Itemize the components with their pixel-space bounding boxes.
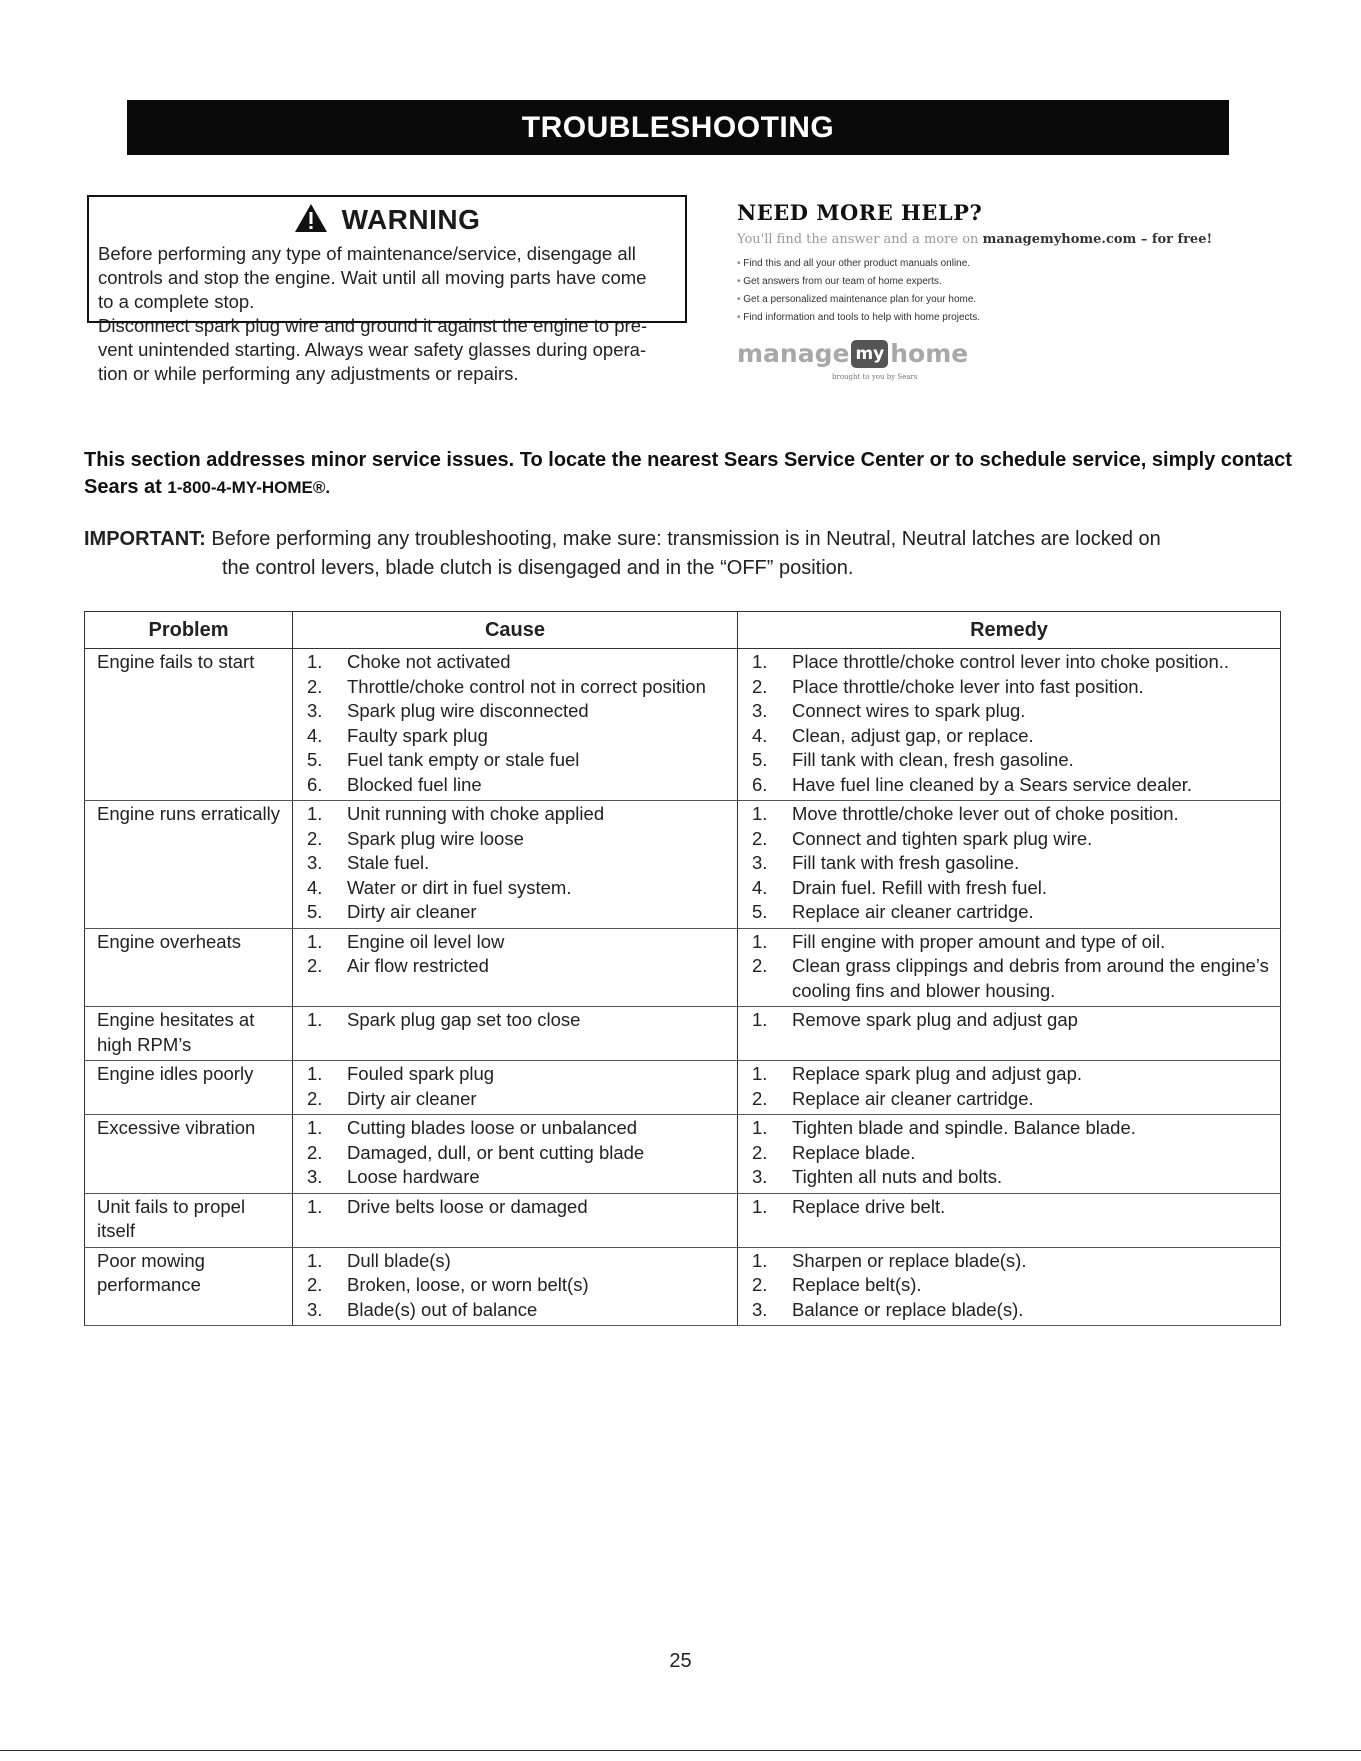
item-text: Clean, adjust gap, or replace. (792, 724, 1034, 746)
help-item: • Get a personalized maintenance plan for your home. (737, 291, 1297, 309)
cause-item (305, 1195, 729, 1220)
item-number: 2. (307, 675, 323, 697)
cause-item (305, 1062, 729, 1087)
header-cause: Cause (293, 612, 738, 649)
managemyhome-logo (737, 339, 1297, 368)
cause-cell (293, 1193, 738, 1247)
remedy-item (750, 650, 1272, 675)
item-number: 1. (752, 1009, 768, 1030)
cause-item (305, 675, 729, 700)
table-row (85, 1247, 1281, 1326)
logo-text-right: home (890, 339, 969, 368)
item-text: Connect and tighten spark plug wire. (792, 827, 1093, 849)
remedy-list (750, 930, 1272, 1004)
item-text: Dirty air cleaner (347, 1087, 477, 1109)
help-item: • Find this and all your other product manuals online. (737, 255, 1297, 273)
cause-item (305, 1141, 729, 1166)
bottom-rule (0, 1750, 1361, 1751)
item-text: Blocked fuel line (347, 773, 482, 795)
remedy-list (750, 650, 1272, 797)
item-number: 2. (307, 1274, 323, 1295)
item-text: Balance or replace blade(s). (792, 1298, 1024, 1320)
item-number: 5. (752, 901, 768, 922)
item-text: Cutting blades loose or unbalanced (347, 1117, 638, 1138)
table-row (85, 1061, 1281, 1115)
logo-tagline: brought to you by Sears (832, 373, 918, 381)
cause-list (305, 1062, 729, 1111)
warning-triangle-icon (294, 203, 328, 239)
item-text: Connect wires to spark plug. (792, 700, 1026, 721)
item-text: Fill tank with clean, fresh gasoline. (792, 749, 1074, 770)
item-number: 1. (752, 803, 768, 824)
remedy-cell (738, 1247, 1281, 1326)
item-number: 1. (307, 1063, 323, 1084)
item-number: 3. (752, 700, 768, 721)
problem-cell: Excessive vibration (85, 1115, 293, 1194)
remedy-item (750, 1116, 1272, 1141)
item-number: 1. (307, 1117, 323, 1138)
remedy-cell (738, 1115, 1281, 1194)
remedy-item (750, 900, 1272, 925)
problem-cell: Engine overheats (85, 928, 293, 1007)
cause-item (305, 748, 729, 773)
remedy-list (750, 1195, 1272, 1220)
warning-heading (89, 203, 685, 239)
remedy-list (750, 1249, 1272, 1323)
cause-item (305, 876, 729, 901)
item-number: 3. (752, 1298, 768, 1320)
problem-cell: Engine hesitates at high RPM’s (85, 1007, 293, 1061)
remedy-item (750, 1195, 1272, 1220)
cause-list (305, 1008, 729, 1033)
warning-line: controls and stop the engine. Wait until all moving parts have come (98, 267, 647, 288)
item-number: 2. (752, 827, 768, 849)
item-text: Faulty spark plug (347, 724, 488, 746)
warning-line: tion or while performing any adjustments or repairs. (98, 363, 519, 384)
item-number: 3. (307, 1298, 323, 1320)
cause-item (305, 650, 729, 675)
warning-text (89, 239, 685, 386)
table-header-row (85, 612, 1281, 649)
item-text: Unit running with choke applied (347, 803, 605, 824)
item-number: 4. (752, 724, 768, 746)
header-remedy: Remedy (738, 612, 1281, 649)
item-number: 5. (752, 749, 768, 770)
item-text: Clean grass clippings and debris from around the engine’s cooling fins and blower housing. (792, 955, 1269, 1001)
item-text: Replace blade. (792, 1141, 916, 1163)
important-line1: Before performing any troubleshooting, make sure: transmission is in Neutral, Neutral latches are locked on (211, 528, 1161, 550)
logo-text-mid: my (851, 340, 888, 368)
item-text: Replace air cleaner cartridge. (792, 1087, 1034, 1109)
item-number: 4. (307, 724, 323, 746)
item-number: 1. (752, 651, 768, 672)
remedy-item (750, 724, 1272, 749)
item-number: 2. (752, 955, 768, 976)
cause-item (305, 1116, 729, 1141)
item-text: Air flow restricted (347, 955, 489, 976)
cause-list (305, 1195, 729, 1220)
table-row (85, 801, 1281, 929)
item-text: Choke not activated (347, 651, 511, 672)
problem-cell: Engine runs erratically (85, 801, 293, 929)
cause-item (305, 900, 729, 925)
item-number: 1. (752, 1117, 768, 1138)
item-text: Replace spark plug and adjust gap. (792, 1063, 1083, 1084)
item-text: Replace belt(s). (792, 1274, 922, 1295)
remedy-item (750, 930, 1272, 955)
remedy-cell (738, 649, 1281, 801)
item-text: Engine oil level low (347, 930, 505, 952)
problem-cell: Engine fails to start (85, 649, 293, 801)
item-number: 5. (307, 901, 323, 922)
item-text: Loose hardware (347, 1166, 480, 1187)
item-text: Tighten all nuts and bolts. (792, 1166, 1003, 1187)
remedy-item (750, 1298, 1272, 1323)
item-text: Replace air cleaner cartridge. (792, 901, 1034, 922)
item-text: Spark plug wire disconnected (347, 700, 589, 721)
warning-box (87, 195, 687, 384)
item-number: 3. (752, 1166, 768, 1187)
problem-cell: Unit fails to propel itself (85, 1193, 293, 1247)
cause-item (305, 1298, 729, 1323)
warning-line: Before performing any type of maintenance/service, disengage all (98, 243, 636, 264)
item-number: 2. (752, 1274, 768, 1295)
remedy-list (750, 1116, 1272, 1190)
cause-item (305, 827, 729, 852)
remedy-item (750, 1087, 1272, 1112)
cause-item (305, 773, 729, 798)
item-text: Remove spark plug and adjust gap (792, 1009, 1078, 1030)
item-number: 1. (307, 1009, 323, 1030)
item-text: Dirty air cleaner (347, 901, 477, 922)
remedy-item (750, 1249, 1272, 1274)
item-number: 6. (307, 773, 323, 795)
help-site-link[interactable]: managemyhome.com – for free! (982, 232, 1213, 247)
warning-line: vent unintended starting. Always wear safety glasses during opera- (98, 339, 647, 360)
item-text: Dull blade(s) (347, 1249, 451, 1271)
cause-list (305, 930, 729, 979)
cause-list (305, 802, 729, 925)
item-text: Fouled spark plug (347, 1063, 495, 1084)
item-number: 1. (307, 1195, 323, 1217)
cause-item (305, 1249, 729, 1274)
item-text: Place throttle/choke lever into fast position. (792, 675, 1144, 697)
help-item: • Get answers from our team of home experts. (737, 273, 1297, 291)
cause-item (305, 851, 729, 876)
remedy-cell (738, 1061, 1281, 1115)
item-text: Sharpen or replace blade(s). (792, 1249, 1027, 1271)
item-number: 4. (307, 876, 323, 898)
item-text: Replace drive belt. (792, 1195, 946, 1217)
remedy-cell (738, 1007, 1281, 1061)
item-text: Spark plug wire loose (347, 827, 524, 849)
item-number: 6. (752, 773, 768, 795)
table-row (85, 1193, 1281, 1247)
cause-cell (293, 649, 738, 801)
remedy-item (750, 699, 1272, 724)
remedy-item (750, 1141, 1272, 1166)
item-number: 2. (307, 827, 323, 849)
cause-cell (293, 801, 738, 929)
cause-item (305, 1008, 729, 1033)
item-number: 3. (307, 852, 323, 873)
remedy-item (750, 802, 1272, 827)
remedy-item (750, 1062, 1272, 1087)
warning-line: to a complete stop. (98, 291, 255, 312)
cause-item (305, 1273, 729, 1298)
item-number: 1. (752, 1249, 768, 1271)
item-number: 2. (307, 1141, 323, 1163)
remedy-item (750, 1165, 1272, 1190)
warning-title: WARNING (341, 204, 481, 235)
help-subtitle-text: You'll find the answer and a more on (737, 232, 979, 247)
troubleshooting-table (84, 611, 1281, 1326)
remedy-item (750, 748, 1272, 773)
page-banner: TROUBLESHOOTING (127, 100, 1229, 155)
remedy-list (750, 802, 1272, 925)
remedy-list (750, 1008, 1272, 1033)
cause-item (305, 1165, 729, 1190)
cause-item (305, 1087, 729, 1112)
remedy-cell (738, 801, 1281, 929)
problem-cell: Poor mowing performance (85, 1247, 293, 1326)
remedy-list (750, 1062, 1272, 1111)
item-text: Drain fuel. Refill with fresh fuel. (792, 876, 1047, 898)
cause-cell (293, 1061, 738, 1115)
cause-cell (293, 1247, 738, 1326)
cause-item (305, 699, 729, 724)
cause-list (305, 1249, 729, 1323)
remedy-item (750, 1273, 1272, 1298)
item-number: 3. (752, 852, 768, 873)
item-number: 1. (307, 651, 323, 672)
item-text: Fill engine with proper amount and type of oil. (792, 930, 1166, 952)
remedy-cell (738, 928, 1281, 1007)
intro-paragraph (84, 447, 1294, 501)
problem-cell: Engine idles poorly (85, 1061, 293, 1115)
cause-list (305, 1116, 729, 1190)
warning-line: Disconnect spark plug wire and ground it against the engine to pre- (98, 315, 648, 336)
item-number: 2. (752, 1087, 768, 1109)
item-text: Have fuel line cleaned by a Sears service dealer. (792, 773, 1193, 795)
item-text: Spark plug gap set too close (347, 1009, 581, 1030)
header-problem: Problem (85, 612, 293, 649)
item-number: 2. (752, 675, 768, 697)
item-number: 1. (752, 1195, 768, 1217)
logo-text-left: manage (737, 339, 850, 368)
cause-item (305, 802, 729, 827)
item-text: Fill tank with fresh gasoline. (792, 852, 1020, 873)
important-note (84, 525, 1294, 583)
help-item: • Find information and tools to help with home projects. (737, 309, 1297, 327)
cause-cell (293, 1007, 738, 1061)
table-row (85, 1007, 1281, 1061)
table-row (85, 649, 1281, 801)
cause-cell (293, 1115, 738, 1194)
remedy-item (750, 773, 1272, 798)
item-number: 1. (307, 803, 323, 824)
item-number: 5. (307, 749, 323, 770)
item-number: 2. (307, 1087, 323, 1109)
item-number: 1. (307, 930, 323, 952)
important-label: IMPORTANT: (84, 528, 206, 550)
item-text: Tighten blade and spindle. Balance blade. (792, 1117, 1136, 1138)
item-number: 1. (752, 1063, 768, 1084)
table-body (85, 649, 1281, 1326)
item-text: Throttle/choke control not in correct position (347, 675, 706, 697)
item-number: 2. (307, 955, 323, 976)
item-number: 4. (752, 876, 768, 898)
item-number: 3. (307, 700, 323, 721)
intro-phone: 1-800-4-MY-HOME®. (167, 478, 331, 497)
item-number: 3. (307, 1166, 323, 1187)
remedy-item (750, 851, 1272, 876)
help-title: NEED MORE HELP? (737, 200, 983, 225)
cause-item (305, 930, 729, 955)
remedy-item (750, 827, 1272, 852)
remedy-item (750, 1008, 1272, 1033)
item-number: 1. (307, 1249, 323, 1271)
item-text: Place throttle/choke control lever into choke position.. (792, 651, 1230, 672)
remedy-item (750, 675, 1272, 700)
need-more-help (737, 200, 1297, 381)
cause-item (305, 954, 729, 979)
table-row (85, 928, 1281, 1007)
cause-list (305, 650, 729, 797)
item-text: Blade(s) out of balance (347, 1298, 538, 1320)
item-number: 1. (752, 930, 768, 952)
table-row (85, 1115, 1281, 1194)
item-text: Stale fuel. (347, 852, 430, 873)
item-text: Water or dirt in fuel system. (347, 876, 572, 898)
remedy-item (750, 954, 1272, 1003)
page-number: 25 (669, 1650, 692, 1672)
remedy-cell (738, 1193, 1281, 1247)
cause-item (305, 724, 729, 749)
item-text: Move throttle/choke lever out of choke position. (792, 803, 1179, 824)
item-text: Fuel tank empty or stale fuel (347, 749, 580, 770)
item-text: Drive belts loose or damaged (347, 1195, 588, 1217)
remedy-item (750, 876, 1272, 901)
item-text: Broken, loose, or worn belt(s) (347, 1274, 589, 1295)
help-list (737, 255, 1297, 327)
important-line2: the control levers, blade clutch is disengaged and in the “OFF” position. (222, 557, 854, 579)
cause-cell (293, 928, 738, 1007)
intro-text: This section addresses minor service issues. To locate the nearest Sears Service Center or to schedule service, simply contact Sears at (84, 449, 1292, 498)
help-subtitle (737, 232, 1297, 247)
item-text: Damaged, dull, or bent cutting blade (347, 1141, 645, 1163)
item-number: 2. (752, 1141, 768, 1163)
